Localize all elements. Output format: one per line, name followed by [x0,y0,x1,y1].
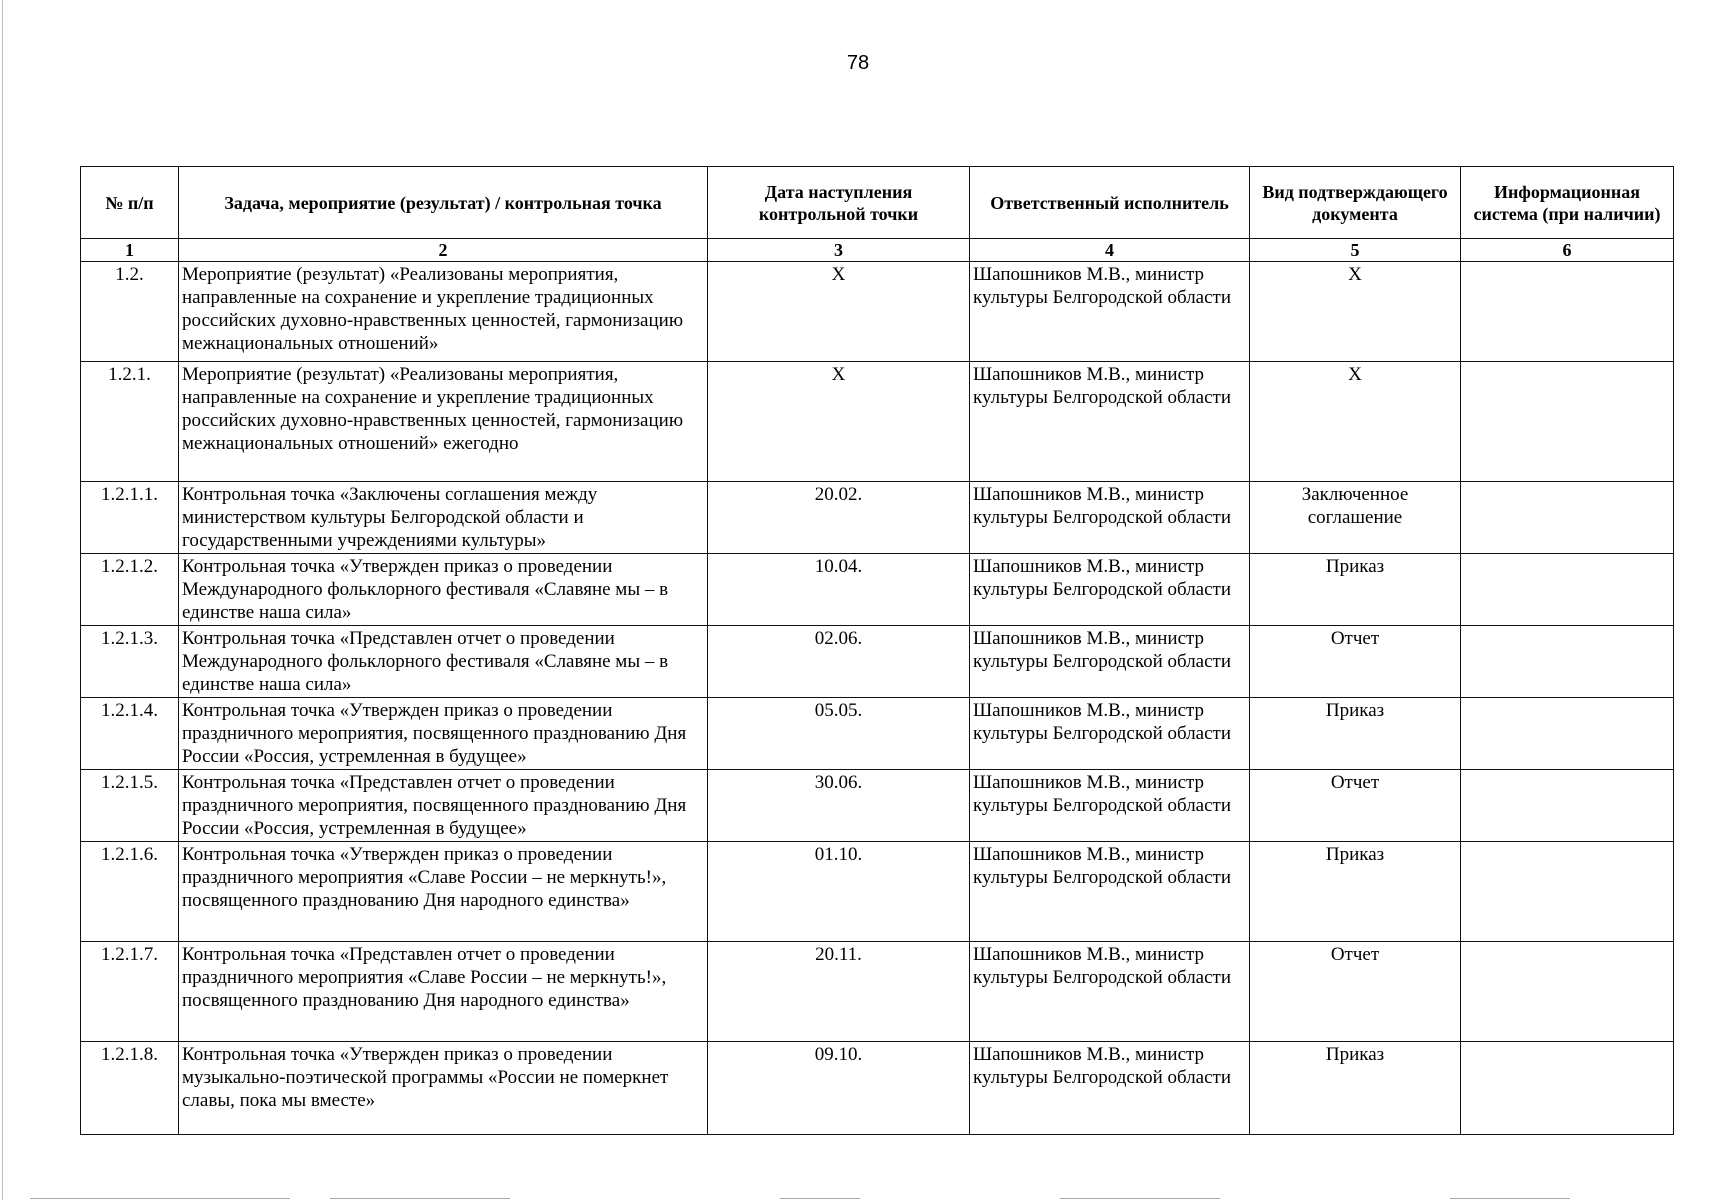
table-row [81,770,1674,842]
row-document: Заключенное соглашение [1250,482,1461,554]
row-date: X [708,362,970,482]
row-document: Приказ [1250,698,1461,770]
row-executor: Шапошников М.В., министр культуры Белгородской области [970,262,1250,362]
row-task: Мероприятие (результат) «Реализованы мероприятия, направленные на сохранение и укрепление традиционных российских духовно-нравственных ценностей, гармонизацию межнациональных отношений» [179,262,708,362]
row-document: Приказ [1250,1042,1461,1135]
row-document: X [1250,262,1461,362]
table-row [81,842,1674,942]
row-system [1461,626,1674,698]
header-system: Информационная система (при наличии) [1461,167,1674,239]
table-row [81,362,1674,482]
row-date: 09.10. [708,1042,970,1135]
control-points-table [80,166,1674,1135]
row-number: 1.2.1. [81,362,179,482]
row-executor: Шапошников М.В., министр культуры Белгородской области [970,942,1250,1042]
row-system [1461,482,1674,554]
row-system [1461,842,1674,942]
header-task: Задача, мероприятие (результат) / контрольная точка [179,167,708,239]
row-number: 1.2.1.5. [81,770,179,842]
row-number: 1.2.1.3. [81,626,179,698]
row-system [1461,1042,1674,1135]
row-date: X [708,262,970,362]
table-row [81,262,1674,362]
row-date: 02.06. [708,626,970,698]
table-row [81,626,1674,698]
row-task: Контрольная точка «Утвержден приказ о проведении праздничного мероприятия «Славе России – не меркнуть!», посвященного празднованию Дня народного единства» [179,842,708,942]
row-executor: Шапошников М.В., министр культуры Белгородской области [970,554,1250,626]
row-date: 30.06. [708,770,970,842]
header-document: Вид подтверждающего документа [1250,167,1461,239]
row-number: 1.2.1.7. [81,942,179,1042]
table-row [81,554,1674,626]
scan-artifact-line [1450,1198,1570,1199]
row-date: 20.02. [708,482,970,554]
row-executor: Шапошников М.В., министр культуры Белгородской области [970,842,1250,942]
row-number: 1.2. [81,262,179,362]
row-date: 01.10. [708,842,970,942]
row-task: Контрольная точка «Утвержден приказ о проведении Международного фольклорного фестиваля «Славяне мы – в единстве наша сила» [179,554,708,626]
row-task: Контрольная точка «Заключены соглашения между министерством культуры Белгородской области и государственными учреждениями культуры» [179,482,708,554]
scan-artifact-line [30,1198,290,1199]
row-system [1461,942,1674,1042]
table-row [81,1042,1674,1135]
row-date: 20.11. [708,942,970,1042]
column-number: 1 [81,239,179,262]
row-executor: Шапошников М.В., министр культуры Белгородской области [970,482,1250,554]
row-date: 10.04. [708,554,970,626]
row-document: Приказ [1250,554,1461,626]
row-number: 1.2.1.8. [81,1042,179,1135]
scan-artifact-line [1060,1198,1220,1199]
row-executor: Шапошников М.В., министр культуры Белгородской области [970,698,1250,770]
row-executor: Шапошников М.В., министр культуры Белгородской области [970,362,1250,482]
row-number: 1.2.1.2. [81,554,179,626]
column-number: 2 [179,239,708,262]
row-number: 1.2.1.6. [81,842,179,942]
row-executor: Шапошников М.В., министр культуры Белгородской области [970,770,1250,842]
row-document: Отчет [1250,770,1461,842]
column-number: 5 [1250,239,1461,262]
row-task: Контрольная точка «Утвержден приказ о проведении музыкально-поэтической программы «России не померкнет славы, пока мы вместе» [179,1042,708,1135]
row-executor: Шапошников М.В., министр культуры Белгородской области [970,1042,1250,1135]
row-date: 05.05. [708,698,970,770]
row-number: 1.2.1.1. [81,482,179,554]
row-task: Мероприятие (результат) «Реализованы мероприятия, направленные на сохранение и укрепление традиционных российских духовно-нравственных ценностей, гармонизацию межнациональных отношений» ежегодно [179,362,708,482]
table-row [81,942,1674,1042]
header-date: Дата наступления контрольной точки [708,167,970,239]
row-system [1461,554,1674,626]
column-number-row [81,239,1674,262]
row-system [1461,698,1674,770]
row-task: Контрольная точка «Представлен отчет о проведении праздничного мероприятия «Славе России – не меркнуть!», посвященного празднованию Дня народного единства» [179,942,708,1042]
header-num: № п/п [81,167,179,239]
row-system [1461,770,1674,842]
table-row [81,698,1674,770]
row-number: 1.2.1.4. [81,698,179,770]
table-header-row [81,167,1674,239]
row-document: Отчет [1250,942,1461,1042]
scan-artifact-line [780,1198,860,1199]
column-number: 4 [970,239,1250,262]
row-executor: Шапошников М.В., министр культуры Белгородской области [970,626,1250,698]
row-document: Приказ [1250,842,1461,942]
row-system [1461,262,1674,362]
row-system [1461,362,1674,482]
header-executor: Ответственный исполнитель [970,167,1250,239]
scan-artifact-line [330,1198,510,1199]
row-document: Отчет [1250,626,1461,698]
column-number: 3 [708,239,970,262]
page-number: 78 [846,52,870,74]
row-task: Контрольная точка «Представлен отчет о проведении Международного фольклорного фестиваля «Славяне мы – в единстве наша сила» [179,626,708,698]
row-task: Контрольная точка «Представлен отчет о проведении праздничного мероприятия, посвященного празднованию Дня России «Россия, устремленная в будущее» [179,770,708,842]
row-document: X [1250,362,1461,482]
scan-edge-line [2,0,3,1200]
table-row [81,482,1674,554]
column-number: 6 [1461,239,1674,262]
row-task: Контрольная точка «Утвержден приказ о проведении праздничного мероприятия, посвященного празднованию Дня России «Россия, устремленная в будущее» [179,698,708,770]
